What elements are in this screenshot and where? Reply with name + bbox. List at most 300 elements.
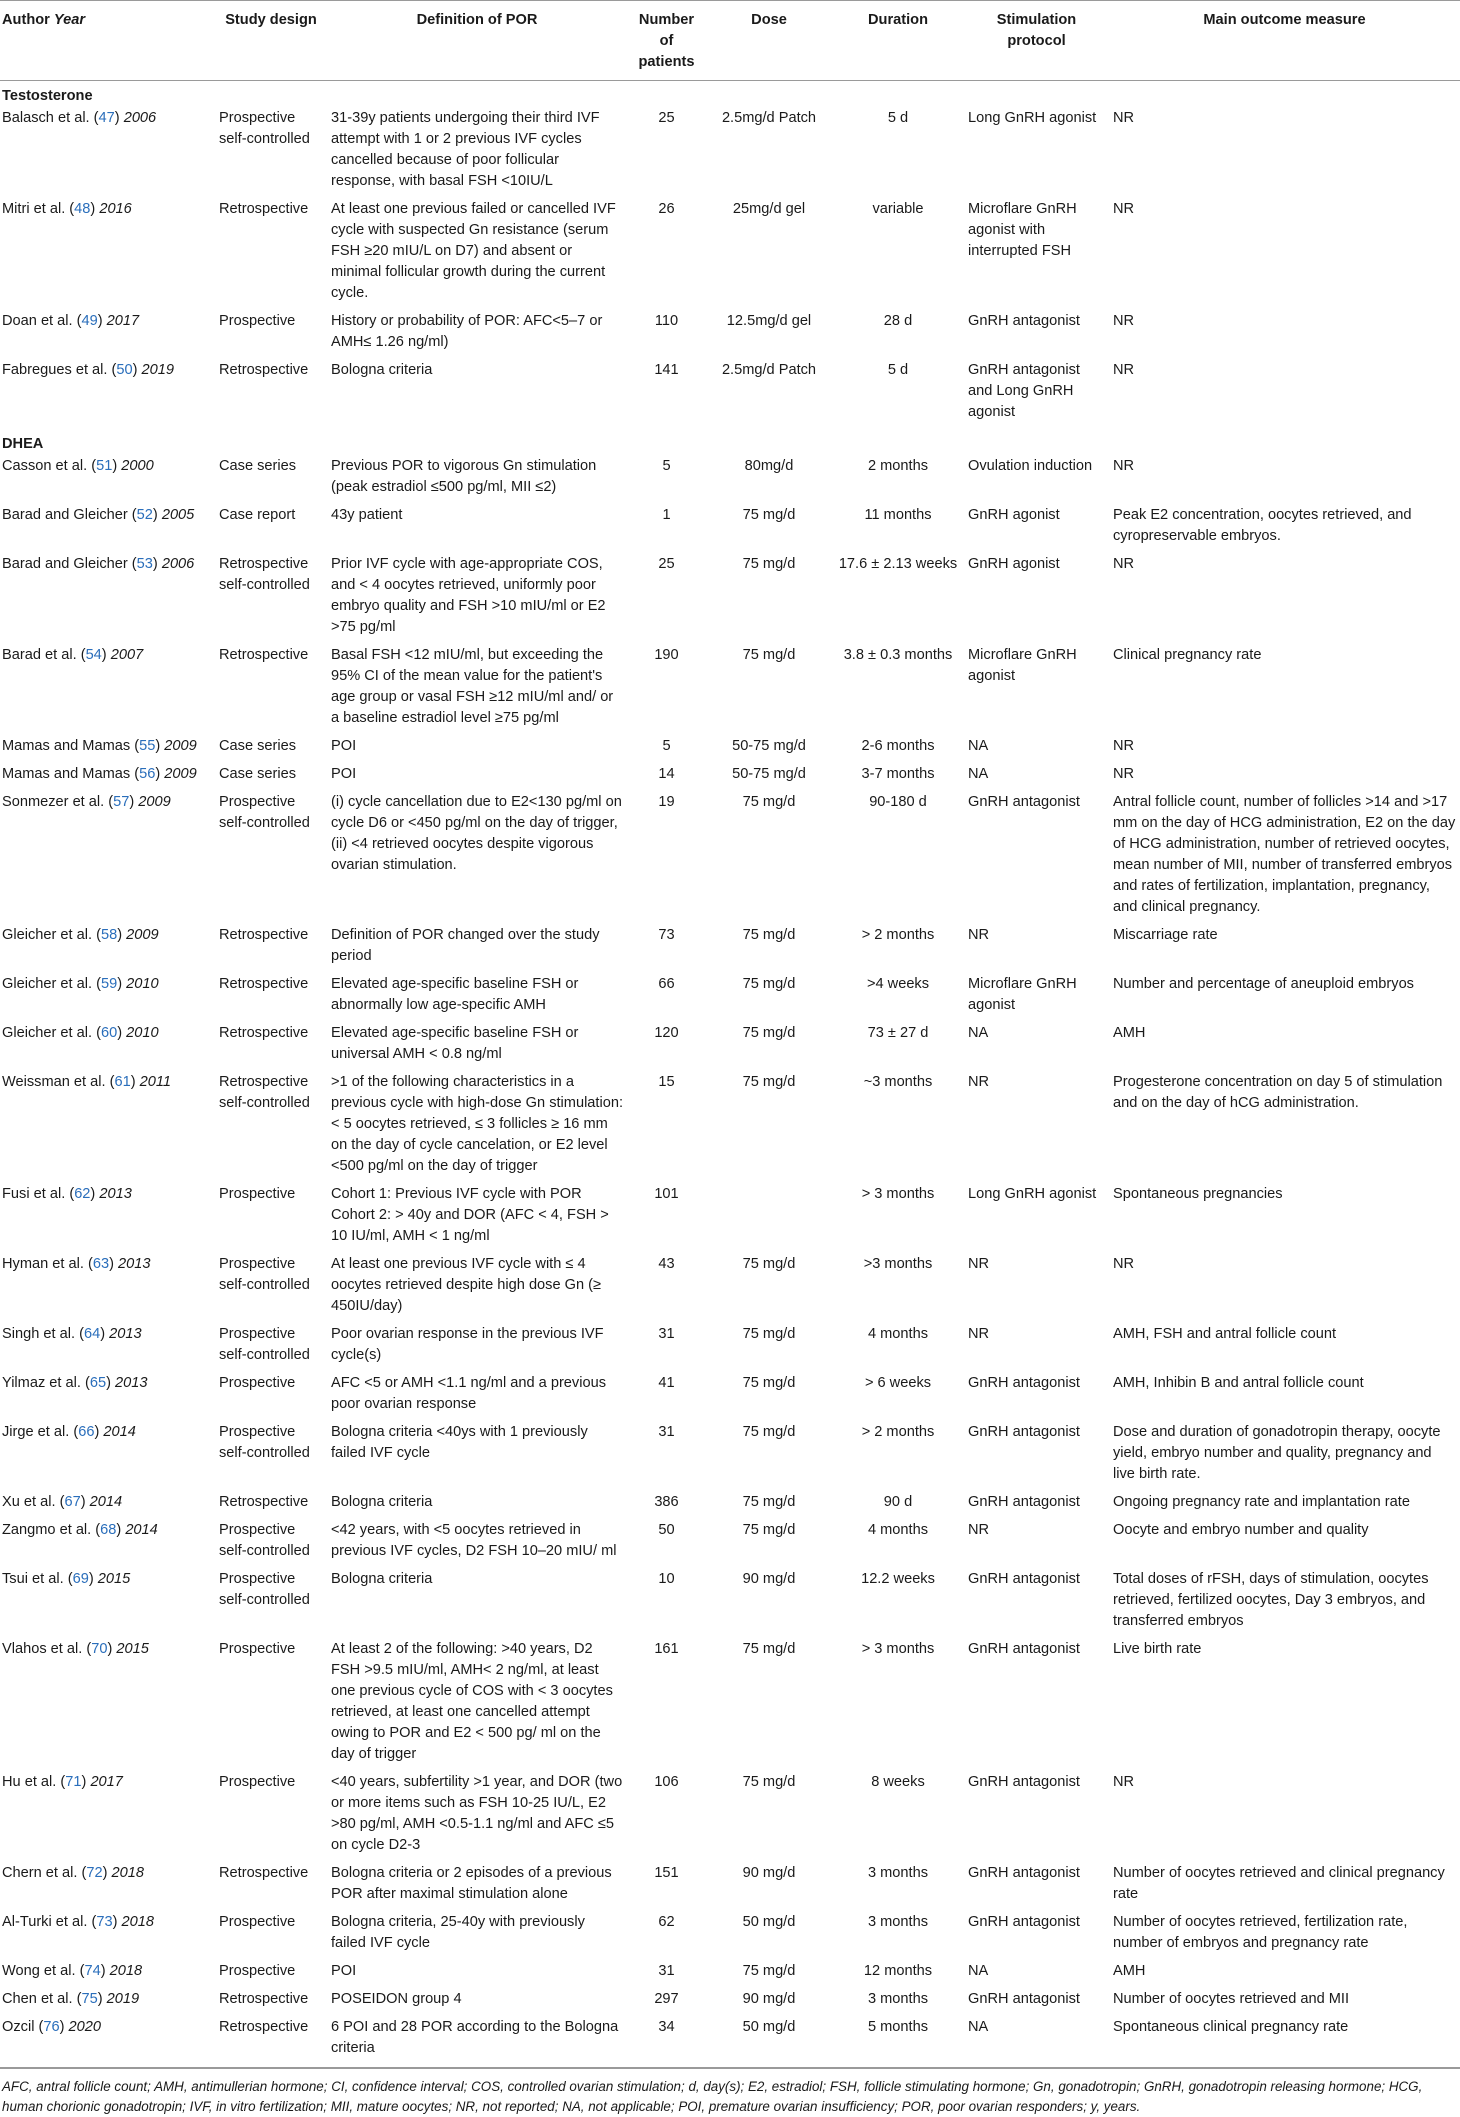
- table-row: [0, 107, 1460, 198]
- reference-link[interactable]: 56: [139, 766, 156, 782]
- definition-cell: Bologna criteria: [331, 1571, 433, 1587]
- protocol-cell: GnRH antagonist: [968, 1494, 1080, 1510]
- study-design-cell: Retrospective: [219, 1991, 309, 2007]
- definition-cell: Elevated age-specific baseline FSH or universal AMH < 0.8 ng/ml: [331, 1025, 579, 1062]
- protocol-cell: GnRH agonist: [968, 556, 1060, 572]
- reference-link[interactable]: 48: [74, 201, 91, 217]
- publication-year: 2010: [126, 1025, 159, 1041]
- outcome-cell: NR: [1113, 556, 1135, 572]
- protocol-cell: GnRH antagonist: [968, 313, 1080, 329]
- protocol-cell: NA: [964, 2016, 1109, 2068]
- table-row: [0, 1071, 1460, 1183]
- patients-cell: 190: [654, 647, 679, 663]
- study-design-cell: Prospective self-controlled: [219, 1424, 310, 1461]
- dose-cell: 90 mg/d: [742, 1571, 796, 1587]
- study-design-cell: Retrospective self-controlled: [219, 556, 310, 593]
- outcome-cell: Total doses of rFSH, days of stimulation, oocytes retrieved, fertilized oocytes, Day 3 embryos, and transferred embryos: [1113, 1571, 1429, 1629]
- outcome-cell: AMH, Inhibin B and antral follicle count: [1113, 1375, 1364, 1391]
- publication-year: 2018: [109, 1963, 143, 1979]
- reference-link[interactable]: 71: [65, 1774, 82, 1790]
- author-cell: Wong et al. (74) 2018: [2, 1963, 143, 1979]
- duration-cell: 12.2 weeks: [861, 1571, 935, 1587]
- table-row: [0, 1519, 1460, 1568]
- definition-cell: Previous POR to vigorous Gn stimulation (peak estradiol ≤500 pg/ml, MII ≤2): [331, 458, 597, 495]
- publication-year: 2014: [89, 1494, 123, 1510]
- study-design-cell: Prospective: [219, 313, 296, 329]
- publication-year: 2011: [139, 1074, 172, 1090]
- outcome-cell: Number of oocytes retrieved, fertilization rate, number of embryos and pregnancy rate: [1113, 1914, 1408, 1951]
- duration-cell: 2 months: [867, 458, 929, 474]
- duration-cell: 28 d: [883, 313, 913, 329]
- outcome-cell: Ongoing pregnancy rate and implantation rate: [1113, 1494, 1410, 1510]
- definition-cell: POSEIDON group 4: [331, 1991, 462, 2007]
- patients-cell: 106: [654, 1774, 679, 1790]
- study-design-cell: Prospective: [219, 1641, 296, 1657]
- dose-cell: 75 mg/d: [742, 647, 796, 663]
- publication-year: 2009: [164, 766, 197, 782]
- protocol-cell: NA: [968, 738, 989, 754]
- study-design-cell: Retrospective: [219, 647, 309, 663]
- protocol-cell: NR: [968, 927, 990, 943]
- protocol-cell: Microflare GnRH agonist with interrupted FSH: [968, 201, 1077, 259]
- reference-link[interactable]: 68: [100, 1522, 117, 1538]
- protocol-cell: Ovulation induction: [968, 458, 1093, 474]
- outcome-cell: Progesterone concentration on day 5 of stimulation and on the day of hCG administration.: [1113, 1074, 1443, 1111]
- dose-cell: 2.5mg/d Patch: [721, 110, 817, 126]
- protocol-cell: NR: [968, 1074, 990, 1090]
- outcome-cell: Peak E2 concentration, oocytes retrieved, and cyropreservable embryos.: [1113, 507, 1412, 544]
- definition-cell: POI: [331, 1963, 357, 1979]
- publication-year: 2005: [161, 507, 195, 523]
- duration-cell: 3-7 months: [861, 766, 935, 782]
- header-protocol: Stimulation protocol: [964, 1, 1109, 81]
- table-body: [0, 81, 1460, 2068]
- patients-cell: 26: [658, 201, 675, 217]
- reference-link[interactable]: 61: [114, 1074, 131, 1090]
- author-cell: Fabregues et al. (50) 2019: [2, 362, 175, 378]
- author-cell: Gleicher et al. (60) 2010: [2, 1025, 159, 1041]
- header-dose: Dose: [706, 1, 832, 81]
- definition-cell: Bologna criteria: [331, 1494, 433, 1510]
- definition-cell: <40 years, subfertility >1 year, and DOR (two or more items such as FSH 10-25 IU/L, E2 >80 pg/ml, AMH <0.5-1.1 ng/ml and AFC ≤5 on cycle D2-3: [331, 1774, 623, 1853]
- dose-cell: 75 mg/d: [742, 1774, 796, 1790]
- duration-cell: 5 d: [887, 362, 909, 378]
- author-cell: Barad and Gleicher (52) 2005: [2, 507, 195, 523]
- definition-cell: Bologna criteria or 2 episodes of a previous POR after maximal stimulation alone: [331, 1865, 612, 1902]
- reference-link[interactable]: 50: [116, 362, 133, 378]
- protocol-cell: NR: [968, 1256, 990, 1272]
- protocol-cell: GnRH antagonist: [968, 1914, 1080, 1930]
- outcome-cell: Miscarriage rate: [1113, 927, 1218, 943]
- header-row: [0, 1, 1460, 81]
- outcome-cell: Antral follicle count, number of follicles >14 and >17 mm on the day of HCG administration, E2 on the day of HCG administration, number of retrieved oocytes, mean number of MII, number of transferred embryos and rates of fertilization, implantation, pregnancy, and clinical pregnancy.: [1113, 794, 1456, 915]
- table-row: [0, 1022, 1460, 1071]
- study-design-cell: Prospective: [219, 1914, 296, 1930]
- publication-year: 2018: [111, 1865, 144, 1881]
- protocol-cell: GnRH antagonist: [968, 794, 1080, 810]
- reference-link[interactable]: 47: [98, 110, 115, 126]
- duration-cell: 2-6 months: [861, 738, 935, 754]
- patients-cell: 5: [662, 738, 671, 754]
- reference-link[interactable]: 74: [84, 1963, 101, 1979]
- outcome-cell: Oocyte and embryo number and quality: [1113, 1522, 1369, 1538]
- duration-cell: > 3 months: [861, 1186, 935, 1202]
- publication-year: 2000: [121, 458, 154, 474]
- table-row: [0, 1372, 1460, 1421]
- table-row: [0, 198, 1460, 310]
- dose-cell: 50 mg/d: [742, 1914, 796, 1930]
- author-name: Barad and Gleicher: [2, 556, 128, 572]
- author-cell: Yilmaz et al. (65) 2013: [2, 1375, 148, 1391]
- definition-cell: Prior IVF cycle with age-appropriate COS, and < 4 oocytes retrieved, uniformly poor embryo quality and FSH >10 mIU/ml or E2 >75 pg/ml: [331, 556, 606, 635]
- author-cell: Balasch et al. (47) 2006: [2, 110, 157, 126]
- reference-link[interactable]: 67: [64, 1494, 81, 1510]
- reference-link[interactable]: 73: [96, 1914, 113, 1930]
- dose-cell: [706, 1183, 832, 1253]
- reference-link[interactable]: 70: [91, 1641, 108, 1657]
- definition-cell: Definition of POR changed over the study period: [331, 927, 600, 964]
- outcome-cell: Number of oocytes retrieved and MII: [1113, 1991, 1350, 2007]
- definition-cell: Elevated age-specific baseline FSH or abnormally low age-specific AMH: [331, 976, 579, 1013]
- author-cell: Xu et al. (67) 2014: [2, 1494, 123, 1510]
- patients-cell: 5: [662, 458, 671, 474]
- definition-cell: Cohort 1: Previous IVF cycle with POR Cohort 2: > 40y and DOR (AFC < 4, FSH > 10 IU/ml, AMH < 1 ng/ml: [331, 1186, 609, 1244]
- outcome-cell: NR: [1113, 458, 1135, 474]
- outcome-cell: AMH: [1113, 1025, 1146, 1041]
- reference-link[interactable]: 60: [100, 1025, 118, 1041]
- author-name: Al-Turki et al.: [2, 1914, 88, 1930]
- duration-cell: 5 months: [832, 2016, 964, 2068]
- protocol-cell: Microflare GnRH agonist: [968, 976, 1077, 1013]
- publication-year: 2013: [115, 1375, 148, 1391]
- outcome-cell: NR: [1113, 313, 1135, 329]
- study-design-cell: Retrospective: [219, 1025, 309, 1041]
- header-duration: Duration: [832, 1, 964, 81]
- reference-link[interactable]: 49: [81, 313, 98, 329]
- publication-year: 2015: [97, 1571, 131, 1587]
- dose-cell: 80mg/d: [744, 458, 794, 474]
- duration-cell: ~3 months: [863, 1074, 933, 1090]
- author-name: Gleicher et al.: [2, 1025, 93, 1041]
- author-name: Ozcil: [2, 2019, 35, 2035]
- reference-link[interactable]: 51: [96, 458, 113, 474]
- definition-cell: 43y patient: [331, 507, 403, 523]
- author-cell: Hu et al. (71) 2017: [2, 1774, 123, 1790]
- publication-year: 2006: [123, 110, 157, 126]
- definition-cell: At least one previous failed or cancelled IVF cycle with suspected Gn resistance (serum FSH ≥20 mIU/L on D7) and absent or minimal follicular growth during the current cycle.: [331, 201, 616, 301]
- dose-cell: 90 mg/d: [742, 1991, 796, 2007]
- publication-year: 2013: [118, 1256, 151, 1272]
- protocol-cell: GnRH antagonist: [968, 1865, 1080, 1881]
- duration-cell: 3 months: [867, 1991, 929, 2007]
- author-name: Yilmaz et al.: [2, 1375, 81, 1391]
- reference-link[interactable]: 52: [136, 507, 153, 523]
- outcome-cell: NR: [1113, 766, 1135, 782]
- reference-link[interactable]: 66: [78, 1424, 95, 1440]
- publication-year: 2013: [99, 1186, 132, 1202]
- reference-link[interactable]: 54: [85, 647, 102, 663]
- patients-cell: 41: [658, 1375, 675, 1391]
- author-name: Fabregues et al.: [2, 362, 108, 378]
- publication-year: 2018: [121, 1914, 154, 1930]
- study-design-cell: Prospective self-controlled: [219, 1326, 310, 1363]
- reference-link[interactable]: 55: [139, 738, 156, 754]
- author-name: Barad et al.: [2, 647, 77, 663]
- definition-cell: At least one previous IVF cycle with ≤ 4 oocytes retrieved despite high dose Gn (≥ 450IU/day): [331, 1256, 602, 1314]
- header-outcome: Main outcome measure: [1109, 1, 1460, 81]
- patients-cell: 62: [658, 1914, 675, 1930]
- patients-cell: 161: [654, 1641, 679, 1657]
- definition-cell: >1 of the following characteristics in a previous cycle with high-dose Gn stimulation:< 5 oocytes retrieved, ≤ 3 follicles ≥ 16 mm on the day of cycle cancelation, or E2 level <500 pg/ml on the day of trigger: [331, 1074, 624, 1174]
- definition-cell: POI: [331, 766, 357, 782]
- author-cell: Gleicher et al. (58) 2009: [2, 927, 159, 943]
- table-row: [0, 1253, 1460, 1323]
- dose-cell: 75 mg/d: [742, 1256, 796, 1272]
- table-row: [0, 1421, 1460, 1491]
- author-cell: Hyman et al. (63) 2013: [2, 1256, 151, 1272]
- reference-link[interactable]: 53: [136, 556, 153, 572]
- patients-cell: 15: [658, 1074, 675, 1090]
- study-design-cell: Prospective self-controlled: [219, 1571, 310, 1608]
- study-design-cell: Retrospective self-controlled: [219, 1074, 310, 1111]
- patients-cell: 43: [658, 1256, 675, 1272]
- table-row: [0, 973, 1460, 1022]
- definition-cell: 31-39y patients undergoing their third IVF attempt with 1 or 2 previous IVF cycles cancelled because of poor follicular response, with basal FSH <10IU/L: [331, 110, 600, 189]
- protocol-cell: NA: [968, 766, 989, 782]
- author-cell: Ozcil (76) 2020: [0, 2016, 215, 2068]
- header-study-design: Study design: [215, 1, 327, 81]
- patients-cell: 14: [658, 766, 675, 782]
- duration-cell: 3.8 ± 0.3 months: [843, 647, 953, 663]
- reference-link[interactable]: 76: [43, 2019, 60, 2035]
- reference-link[interactable]: 59: [100, 976, 118, 992]
- duration-cell: >3 months: [863, 1256, 933, 1272]
- dose-cell: 75 mg/d: [742, 976, 796, 992]
- author-name: Hyman et al.: [2, 1256, 84, 1272]
- author-cell: Jirge et al. (66) 2014: [2, 1424, 136, 1440]
- author-name: Mamas and Mamas: [2, 738, 131, 754]
- table-row: [0, 1638, 1460, 1771]
- patients-cell: 386: [654, 1494, 679, 1510]
- author-name: Barad and Gleicher: [2, 507, 128, 523]
- duration-cell: 90-180 d: [869, 794, 927, 810]
- protocol-cell: GnRH antagonist: [968, 1641, 1080, 1657]
- author-name: Singh et al.: [2, 1326, 76, 1342]
- dose-cell: 50-75 mg/d: [732, 738, 806, 754]
- table-row: [0, 791, 1460, 924]
- patients-cell: 73: [658, 927, 675, 943]
- section-title: Testosterone: [2, 88, 93, 104]
- outcome-cell: Live birth rate: [1113, 1641, 1202, 1657]
- publication-year: 2019: [106, 1991, 140, 2007]
- dose-cell: 2.5mg/d Patch: [721, 362, 817, 378]
- definition-cell: <42 years, with <5 oocytes retrieved in previous IVF cycles, D2 FSH 10–20 mIU/ ml: [331, 1522, 617, 1559]
- outcome-cell: AMH, FSH and antral follicle count: [1113, 1326, 1337, 1342]
- outcome-cell: Spontaneous pregnancies: [1113, 1186, 1283, 1202]
- dose-cell: 75 mg/d: [742, 1025, 796, 1041]
- publication-year: 2013: [109, 1326, 142, 1342]
- dose-cell: 75 mg/d: [742, 1641, 796, 1657]
- study-design-cell: Retrospective: [219, 927, 309, 943]
- author-cell: Doan et al. (49) 2017: [2, 313, 140, 329]
- dose-cell: 75 mg/d: [742, 1375, 796, 1391]
- author-name: Gleicher et al.: [2, 927, 93, 943]
- study-design-cell: Case series: [219, 458, 297, 474]
- author-name: Mamas and Mamas: [2, 766, 131, 782]
- definition-cell: Bologna criteria <40ys with 1 previously failed IVF cycle: [331, 1424, 588, 1461]
- table-row: [0, 1491, 1460, 1519]
- reference-link[interactable]: 63: [92, 1256, 110, 1272]
- protocol-cell: Long GnRH agonist: [968, 110, 1097, 126]
- author-cell: Singh et al. (64) 2013: [2, 1326, 142, 1342]
- definition-cell: 6 POI and 28 POR according to the Bologna criteria: [327, 2016, 627, 2068]
- publication-year: 2007: [110, 647, 144, 663]
- header-patients: Number of patients: [627, 1, 706, 81]
- publication-year: 2017: [106, 313, 140, 329]
- publication-year: 2014: [125, 1522, 158, 1538]
- study-design-cell: Prospective: [219, 1375, 296, 1391]
- author-cell: Gleicher et al. (59) 2010: [2, 976, 159, 992]
- dose-cell: 75 mg/d: [742, 556, 796, 572]
- duration-cell: 12 months: [863, 1963, 933, 1979]
- table-row: [0, 1911, 1460, 1960]
- publication-year: 2010: [126, 976, 159, 992]
- definition-cell: History or probability of POR: AFC<5–7 or AMH≤ 1.26 ng/ml): [331, 313, 603, 350]
- duration-cell: 4 months: [867, 1522, 929, 1538]
- patients-cell: 1: [662, 507, 671, 523]
- table-row: [0, 455, 1460, 504]
- author-name: Gleicher et al.: [2, 976, 93, 992]
- dose-cell: 75 mg/d: [742, 1326, 796, 1342]
- dose-cell: 25mg/d gel: [732, 201, 806, 217]
- study-design-cell: Prospective self-controlled: [219, 1256, 310, 1293]
- author-name: Chern et al.: [2, 1865, 78, 1881]
- author-name: Balasch et al.: [2, 110, 90, 126]
- definition-cell: Bologna criteria, 25-40y with previously failed IVF cycle: [331, 1914, 585, 1951]
- publication-year: 2020: [68, 2019, 101, 2035]
- outcome-cell: NR: [1113, 201, 1135, 217]
- study-design-cell: Case report: [219, 507, 296, 523]
- protocol-cell: GnRH antagonist: [968, 1424, 1080, 1440]
- patients-cell: 25: [658, 110, 675, 126]
- reference-link[interactable]: 75: [81, 1991, 98, 2007]
- dose-cell: 75 mg/d: [742, 507, 796, 523]
- study-design-cell: Retrospective: [219, 1865, 309, 1881]
- author-cell: Casson et al. (51) 2000: [2, 458, 154, 474]
- reference-link[interactable]: 69: [72, 1571, 89, 1587]
- reference-link[interactable]: 72: [86, 1865, 103, 1881]
- section-title: DHEA: [2, 436, 44, 452]
- definition-cell: At least 2 of the following: >40 years, D2 FSH >9.5 mIU/ml, AMH< 2 ng/ml, at least one previous cycle of COS with < 3 oocytes retrieved, at least one cancelled attempt owing to POR and E2 < 500 pg/ ml on the day of trigger: [331, 1641, 613, 1762]
- patients-cell: 31: [658, 1424, 675, 1440]
- author-name: Fusi et al.: [2, 1186, 66, 1202]
- study-design-cell: Retrospective: [219, 362, 309, 378]
- dose-cell: 75 mg/d: [742, 1963, 796, 1979]
- author-cell: Al-Turki et al. (73) 2018: [2, 1914, 154, 1930]
- author-name: Hu et al.: [2, 1774, 57, 1790]
- author-name: Jirge et al.: [2, 1424, 70, 1440]
- table-row: [0, 1771, 1460, 1862]
- patients-cell: 120: [654, 1025, 679, 1041]
- author-name: Doan et al.: [2, 313, 73, 329]
- duration-cell: variable: [872, 201, 924, 217]
- protocol-cell: NA: [968, 1025, 989, 1041]
- dose-cell: 75 mg/d: [742, 1494, 796, 1510]
- table-row: [0, 763, 1460, 791]
- dose-cell: 75 mg/d: [742, 1424, 796, 1440]
- table-row: [0, 1323, 1460, 1372]
- author-name: Weissman et al.: [2, 1074, 106, 1090]
- publication-year: 2009: [126, 927, 159, 943]
- study-design-cell: Prospective self-controlled: [219, 794, 310, 831]
- study-design-cell: Prospective: [219, 1963, 296, 1979]
- reference-link[interactable]: 64: [83, 1326, 101, 1342]
- duration-cell: 8 weeks: [871, 1774, 925, 1790]
- author-cell: Barad and Gleicher (53) 2006: [2, 556, 195, 572]
- definition-cell: AFC <5 or AMH <1.1 ng/ml and a previous poor ovarian response: [331, 1375, 606, 1412]
- author-name: Sonmezer et al.: [2, 794, 105, 810]
- duration-cell: > 2 months: [861, 1424, 935, 1440]
- table-row: [0, 1960, 1460, 1988]
- publication-year: 2014: [103, 1424, 136, 1440]
- study-design-cell: Case series: [219, 766, 297, 782]
- reference-link[interactable]: 58: [100, 927, 118, 943]
- author-cell: Weissman et al. (61) 2011: [2, 1074, 172, 1090]
- reference-link[interactable]: 65: [89, 1375, 107, 1391]
- duration-cell: > 3 months: [861, 1641, 935, 1657]
- duration-cell: >4 weeks: [866, 976, 930, 992]
- table-row: [0, 553, 1460, 644]
- patients-cell: 31: [658, 1326, 675, 1342]
- protocol-cell: NA: [968, 1963, 989, 1979]
- author-name: Casson et al.: [2, 458, 88, 474]
- study-design-cell: Retrospective: [219, 976, 309, 992]
- patients-cell: 110: [654, 313, 679, 329]
- header-author: Author Year: [0, 1, 215, 81]
- patients-cell: 34: [627, 2016, 706, 2068]
- table-row: [0, 735, 1460, 763]
- author-cell: Sonmezer et al. (57) 2009: [2, 794, 171, 810]
- patients-cell: 25: [658, 556, 675, 572]
- table-row: [0, 2016, 1460, 2068]
- reference-link[interactable]: 62: [74, 1186, 91, 1202]
- author-cell: Chern et al. (72) 2018: [2, 1865, 144, 1881]
- dose-cell: 90 mg/d: [742, 1865, 796, 1881]
- patients-cell: 50: [658, 1522, 675, 1538]
- table-row: [0, 310, 1460, 359]
- dose-cell: 75 mg/d: [742, 1522, 796, 1538]
- outcome-cell: NR: [1113, 1256, 1135, 1272]
- duration-cell: 90 d: [883, 1494, 913, 1510]
- author-cell: Mamas and Mamas (55) 2009: [2, 738, 197, 754]
- author-name: Zangmo et al.: [2, 1522, 92, 1538]
- section-row: [0, 81, 1460, 108]
- dose-cell: 12.5mg/d gel: [726, 313, 812, 329]
- dose-cell: 75 mg/d: [742, 794, 796, 810]
- table-row: [0, 1183, 1460, 1253]
- definition-cell: Basal FSH <12 mIU/ml, but exceeding the 95% CI of the mean value for the patient's age group or vasal FSH ≥12 mIU/ml and/ or a baseline estradiol level ≥75 pg/ml: [331, 647, 614, 726]
- definition-cell: (i) cycle cancellation due to E2<130 pg/ml on cycle D6 or <450 pg/ml on the day of trigger, (ii) <4 retrieved oocytes despite vigorous ovarian stimulation.: [331, 794, 622, 873]
- outcome-cell: Clinical pregnancy rate: [1113, 647, 1262, 663]
- author-cell: Vlahos et al. (70) 2015: [2, 1641, 149, 1657]
- patients-cell: 151: [654, 1865, 679, 1881]
- reference-link[interactable]: 57: [113, 794, 130, 810]
- table-footnote: AFC, antral follicle count; AMH, antimullerian hormone; CI, confidence interval; COS, controlled ovarian stimulation; d, day(s); E2, estradiol; FSH, follicle stimulating hormone; Gn, gonadotropin; GnRH, gonadotropin releasing hormone; HCG, human chorionic gonadotropin; IVF, in vitro fertilization; MII, mature oocytes; NR, not reported; NA, not applicable; POI, premature ovarian insufficiency; POR, poor ovarian responders; y, years.: [0, 2068, 1460, 2117]
- table-row: [0, 504, 1460, 553]
- study-design-cell: Retrospective: [215, 2016, 327, 2068]
- protocol-cell: GnRH antagonist: [968, 1991, 1080, 2007]
- author-cell: Chen et al. (75) 2019: [2, 1991, 140, 2007]
